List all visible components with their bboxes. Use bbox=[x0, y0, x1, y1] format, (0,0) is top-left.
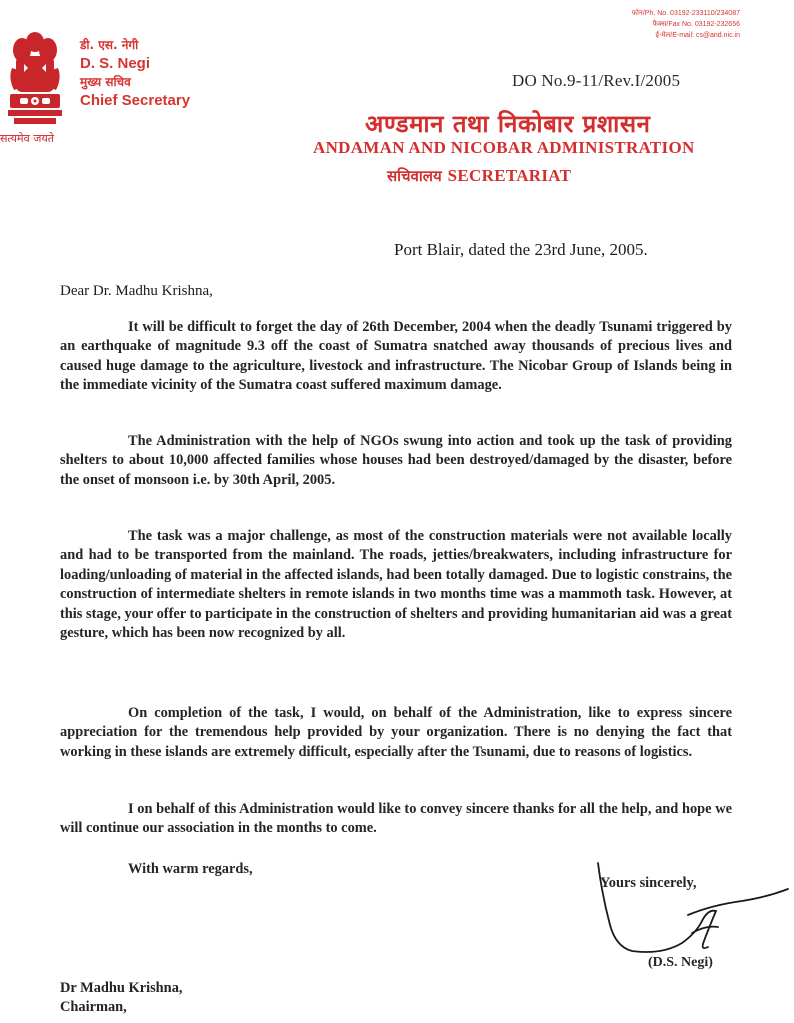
contact-fax: फैक्स/Fax No. 03192-232656 bbox=[652, 21, 740, 28]
contact-email: ई-मेल/E-mail: cs@and.nic.in bbox=[655, 32, 740, 39]
sender-block bbox=[80, 36, 190, 110]
addressee-title: Chairman, bbox=[60, 999, 127, 1016]
sign-off: Yours sincerely, bbox=[600, 875, 697, 891]
administration-name: ANDAMAN AND NICOBAR ADMINISTRATION bbox=[313, 138, 695, 157]
sender-name-hindi: डी. एस. नेगी bbox=[80, 38, 139, 52]
administration-hindi: अण्डमान तथा निकोबार प्रशासन bbox=[365, 110, 651, 138]
paragraph-2-text: The Administration with the help of NGOs swung into action and took up the task of providing shelters to about 10,000 affected families whose houses had been destroyed/damaged by the disaster, before the onset of monsoon i.e. by 30th April, 2005. bbox=[60, 433, 732, 488]
paragraph-1-text: It will be difficult to forget the day of 26th December, 2004 when the deadly Tsunami triggered by an earthquake of magnitude 9.3 off the coast of Sumatra snatched away thousands of precious lives and caused huge damage to the agriculture, livestock and infrastructure. The Nicobar Group of Islands being in the immediate vicinity of the Sumatra coast suffered maximum damage. bbox=[60, 319, 732, 394]
salutation: Dear Dr. Madhu Krishna, bbox=[60, 283, 213, 299]
handwritten-signature bbox=[592, 855, 792, 965]
paragraph-3-text: The task was a major challenge, as most of the construction materials were not available locally and had to be transported from the mainland. The roads, jetties/breakwaters, including infrastructure for loading/unloading of material in the affected islands, had been totally damaged. Due to logistic constrains, the construction of intermediate shelters in remote islands in two months time was a mammoth task. However, at this stage, your offer to participate in the construction of shelters and providing humanitarian aid was a great gesture, which has been now recognized by all. bbox=[60, 528, 732, 642]
sender-name: D. S. Negi bbox=[80, 55, 151, 72]
secretariat-hindi: सचिवालय bbox=[387, 167, 442, 185]
secretariat-english: SECRETARIAT bbox=[447, 166, 572, 185]
paragraph-1 bbox=[60, 318, 732, 396]
closing: With warm regards, bbox=[128, 861, 253, 877]
national-emblem-icon bbox=[2, 28, 68, 136]
place-date: Port Blair, dated the 23rd June, 2005. bbox=[394, 240, 648, 259]
secretariat-heading bbox=[387, 166, 571, 186]
paragraph-4 bbox=[60, 704, 732, 762]
contact-details bbox=[540, 8, 740, 41]
emblem-motto: सत्यमेव जयते bbox=[0, 132, 55, 145]
sender-title-hindi: मुख्य सचिव bbox=[80, 75, 131, 89]
signatory-name: (D.S. Negi) bbox=[648, 955, 713, 970]
do-number: DO No.9-11/Rev.I/2005 bbox=[512, 71, 681, 90]
paragraph-2 bbox=[60, 432, 732, 490]
paragraph-5 bbox=[60, 800, 732, 839]
paragraph-4-text: On completion of the task, I would, on behalf of the Administration, like to express sincere appreciation for the tremendous help provided by your organization. There is no denying the fact that working in these islands are extremely difficult, especially after the Tsunami, due to reasons of logistics. bbox=[60, 705, 732, 760]
contact-phone: फोन/Ph. No. 03192-233110/234087 bbox=[631, 10, 740, 17]
addressee-block bbox=[60, 979, 182, 1018]
paragraph-3 bbox=[60, 527, 732, 643]
paragraph-5-text: I on behalf of this Administration would like to convey sincere thanks for all the help, and hope we will continue our association in the months to come. bbox=[60, 801, 732, 837]
sender-title: Chief Secretary bbox=[80, 92, 191, 109]
addressee-name: Dr Madhu Krishna, bbox=[60, 980, 183, 996]
